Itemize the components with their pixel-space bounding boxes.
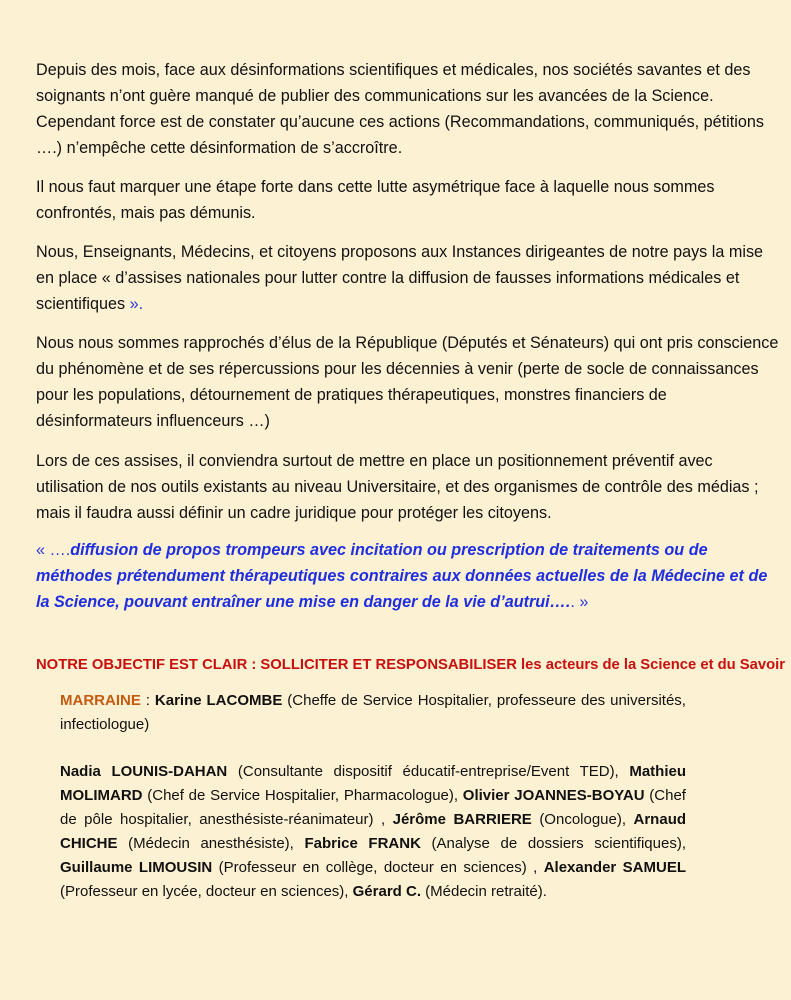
quote-close: . » bbox=[570, 593, 589, 611]
member-name: Arnaud CHICHE bbox=[60, 811, 687, 852]
legal-quote bbox=[36, 537, 781, 615]
member-role: (Consultante dispositif éducatif-entreprise/Event TED), bbox=[227, 763, 630, 780]
paragraph-step: Il nous faut marquer une étape forte dans cette lutte asymétrique face à laquelle nous sommes confrontés, mais pas démunis. bbox=[36, 178, 715, 222]
member-role: (Médecin retraité). bbox=[421, 883, 547, 900]
member-role: (Professeur en lycée, docteur en sciences), bbox=[60, 883, 353, 900]
quote-open: « …. bbox=[36, 541, 71, 559]
member-name: Alexander SAMUEL bbox=[543, 859, 686, 876]
marraine-sep: : bbox=[140, 692, 155, 709]
marraine-label: MARRAINE bbox=[60, 692, 141, 709]
member-name: Jérôme BARRIERE bbox=[392, 811, 532, 828]
paragraph-proposal bbox=[36, 239, 781, 317]
paragraph-intro: Depuis des mois, face aux désinformations scientifiques et médicales, nos sociétés savantes et des soignants n’ont guère manqué de publier des communications sur les avancées de la Science. Cependant force est de constater qu’aucune ces actions (Recommandations, communiqués, pétitions ….) n’empêche cette désinformation de s’accroître. bbox=[36, 61, 764, 157]
member-role: (Médecin anesthésiste), bbox=[117, 835, 305, 852]
marraine-name: Karine LACOMBE bbox=[154, 692, 283, 709]
members-list bbox=[60, 760, 686, 904]
objective-heading: NOTRE OBJECTIF EST CLAIR : SOLLICITER ET RESPONSABILISER les acteurs de la Science et du Savoir bbox=[36, 657, 786, 673]
quote-text: diffusion de propos trompeurs avec incitation ou prescription de traitements ou de méthodes prétendument thérapeutiques contraires aux données actuelles de la Médecine et de la Science, pouvant entraîner une mise en danger de la vie d’autrui…. bbox=[36, 541, 768, 611]
marraine-block bbox=[60, 689, 686, 737]
member-name: Mathieu MOLIMARD bbox=[60, 763, 686, 804]
member-name: Nadia LOUNIS-DAHAN bbox=[60, 763, 228, 780]
member-role: (Chef de Service Hospitalier, Pharmacologue), bbox=[142, 787, 463, 804]
paragraph-elected: Nous nous sommes rapprochés d’élus de la République (Députés et Sénateurs) qui ont pris conscience du phénomène et de ses répercussions pour les décennies à venir (perte de socle de connaissances pour les populations, détournement de pratiques thérapeutiques, monstres financiers de désinformateurs influenceurs …) bbox=[36, 334, 779, 430]
member-name: Gérard C. bbox=[352, 883, 421, 900]
marraine-role: (Cheffe de Service Hospitalier, professeure des universités, infectiologue) bbox=[60, 692, 686, 733]
proposal-text: Nous, Enseignants, Médecins, et citoyens proposons aux Instances dirigeantes de notre pays la mise en place « d’assises nationales pour lutter contre la diffusion de fausses informations médicales et scientifiques bbox=[36, 243, 764, 313]
member-name: Fabrice FRANK bbox=[304, 835, 421, 852]
member-role: (Professeur en collège, docteur en sciences) , bbox=[212, 859, 544, 876]
member-name: Olivier JOANNES-BOYAU bbox=[462, 787, 645, 804]
member-role: (Oncologue), bbox=[531, 811, 634, 828]
member-role: (Analyse de dossiers scientifiques), bbox=[420, 835, 686, 852]
proposal-close-quote: ». bbox=[129, 295, 144, 313]
member-role: (Chef de pôle hospitalier, anesthésiste-réanimateur) , bbox=[60, 787, 686, 828]
paragraph-assises: Lors de ces assises, il conviendra surtout de mettre en place un positionnement préventif avec utilisation de nos outils existants au niveau Universitaire, et des organismes de contrôle des médias ; mais il faudra aussi définir un cadre juridique pour protéger les citoyens. bbox=[36, 452, 759, 522]
member-name: Guillaume LIMOUSIN bbox=[60, 859, 213, 876]
